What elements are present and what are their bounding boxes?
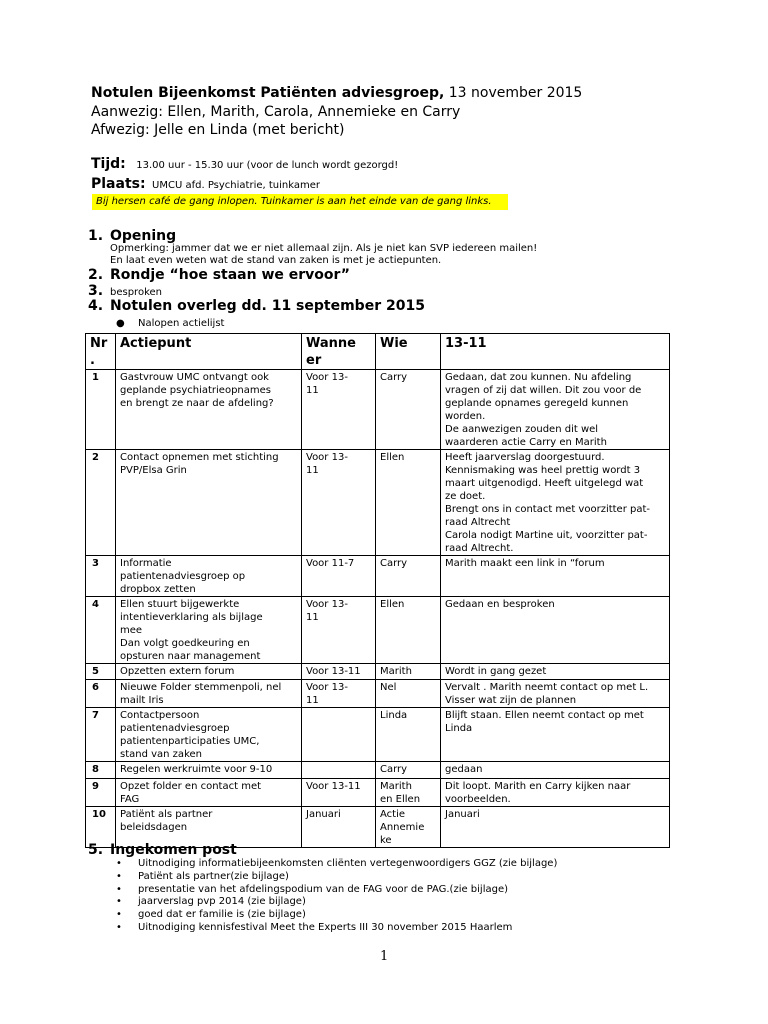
bullet-item — [116, 318, 416, 330]
cell-actiepunt: Ellen stuurt bijgewerkte intentieverklaring als bijlage mee Dan volgt goedkeuring en opsturen naar management — [116, 597, 302, 664]
cell-status: Wordt in gang gezet — [441, 664, 670, 680]
place-line — [91, 175, 320, 195]
header-wie: Wie — [376, 334, 441, 370]
time-value: 13.00 uur - 15.30 uur (voor de lunch wordt gezorgd! — [136, 160, 399, 171]
list-item: • Uitnodiging kennisfestival Meet the Experts III 30 november 2015 Haarlem — [116, 922, 513, 933]
cell-status: gedaan — [441, 762, 670, 779]
cell-wie: Carry — [376, 370, 441, 450]
bullet-icon: • — [116, 884, 122, 895]
bullet-icon: • — [116, 871, 122, 882]
cell-wie: Ellen — [376, 450, 441, 556]
table-row — [86, 762, 670, 779]
place-value: UMCU afd. Psychiatrie, tuinkamer — [152, 180, 320, 191]
table-row — [86, 664, 670, 680]
section-title: Rondje “hoe staan we ervoor” — [110, 267, 350, 283]
bullet-icon: • — [116, 896, 122, 907]
time-label: Tijd: — [91, 156, 126, 172]
cell-nr: 7 — [86, 708, 116, 762]
section-title: Notulen overleg dd. 11 september 2015 — [110, 298, 425, 314]
table-row — [86, 680, 670, 708]
cell-actiepunt: Nieuwe Folder stemmenpoli, nel mailt Iris — [116, 680, 302, 708]
header-date: 13-11 — [441, 334, 670, 370]
table-row — [86, 779, 670, 807]
section-text: besproken — [110, 287, 162, 298]
cell-nr: 1 — [86, 370, 116, 450]
bullet-text: Nalopen actielijst — [138, 318, 225, 329]
cell-actiepunt: Gastvrouw UMC ontvangt ook geplande psychiatrieopnames en brengt ze naar de afdeling? — [116, 370, 302, 450]
table-row — [86, 556, 670, 597]
bullet-icon: • — [116, 858, 122, 869]
table-row — [86, 597, 670, 664]
header-actiepunt: Actiepunt — [116, 334, 302, 370]
document-date: 13 november 2015 — [444, 85, 583, 101]
cell-wanneer: Voor 13- 11 — [302, 370, 376, 450]
cell-wanneer — [302, 762, 376, 779]
list-item: • presentatie van het afdelingspodium van de FAG voor de PAG.(zie bijlage) — [116, 884, 509, 895]
cell-actiepunt: Opzetten extern forum — [116, 664, 302, 680]
cell-wanneer — [302, 708, 376, 762]
list-item: • Patiënt als partner(zie bijlage) — [116, 871, 289, 882]
table-row — [86, 370, 670, 450]
cell-wanneer: Voor 13- 11 — [302, 597, 376, 664]
cell-wanneer: Voor 11-7 — [302, 556, 376, 597]
attendees-present: Aanwezig: Ellen, Marith, Carola, Annemieke en Carry — [91, 104, 461, 120]
cell-actiepunt: Contactpersoon patientenadviesgroep patientenparticipaties UMC, stand van zaken — [116, 708, 302, 762]
list-item: • Uitnodiging informatiebijeenkomsten cliënten vertegenwoordigers GGZ (zie bijlage) — [116, 858, 558, 869]
cell-wie: Carry — [376, 556, 441, 597]
section-number: 1. — [88, 228, 104, 244]
document-title-line — [91, 84, 582, 102]
cell-wie: Linda — [376, 708, 441, 762]
cell-nr: 5 — [86, 664, 116, 680]
cell-actiepunt: Contact opnemen met stichting PVP/Elsa Grin — [116, 450, 302, 556]
place-label: Plaats: — [91, 176, 146, 192]
section-number: 4. — [88, 298, 104, 314]
opening-remark: Opmerking: jammer dat we er niet allemaal zijn. Als je niet kan SVP iedereen mailen! — [110, 243, 538, 254]
cell-wanneer: Voor 13- 11 — [302, 680, 376, 708]
section-title: Ingekomen post — [110, 842, 237, 858]
cell-wie: Carry — [376, 762, 441, 779]
cell-wie: Marith — [376, 664, 441, 680]
cell-nr: 4 — [86, 597, 116, 664]
cell-nr: 9 — [86, 779, 116, 807]
cell-nr: 6 — [86, 680, 116, 708]
page-number: 1 — [380, 949, 389, 964]
attendees-absent: Afwezig: Jelle en Linda (met bericht) — [91, 122, 345, 138]
cell-actiepunt: Informatie patientenadviesgroep op dropbox zetten — [116, 556, 302, 597]
header-wanneer: Wanne er — [302, 334, 376, 370]
list-item: • goed dat er familie is (zie bijlage) — [116, 909, 306, 920]
cell-actiepunt: Patiënt als partner beleidsdagen — [116, 807, 302, 848]
table-row — [86, 450, 670, 556]
cell-status: Heeft jaarverslag doorgestuurd. Kennismaking was heel prettig wordt 3 maart uitgenodigd. Heeft uitgelegd wat ze doet. Brengt ons in contact met voorzitter pat- raad Altrecht Carola nodigt Martine uit, voorzitter pat- raad Altrecht. — [441, 450, 670, 556]
cell-nr: 10 — [86, 807, 116, 848]
bullet-icon: • — [116, 909, 122, 920]
cell-status: Dit loopt. Marith en Carry kijken naar voorbeelden. — [441, 779, 670, 807]
cell-wanneer: Voor 13-11 — [302, 779, 376, 807]
section-number: 2. — [88, 267, 104, 283]
section-incoming-mail — [88, 841, 488, 859]
header-nr: Nr . — [86, 334, 116, 370]
cell-wie: Actie Annemie ke — [376, 807, 441, 848]
cell-nr: 2 — [86, 450, 116, 556]
cell-nr: 8 — [86, 762, 116, 779]
cell-wanneer: Voor 13-11 — [302, 664, 376, 680]
cell-wanneer: Voor 13- 11 — [302, 450, 376, 556]
cell-status: Januari — [441, 807, 670, 848]
cell-wie: Ellen — [376, 597, 441, 664]
section-minutes — [88, 297, 488, 315]
cell-wie: Marith en Ellen — [376, 779, 441, 807]
list-item: • jaarverslag pvp 2014 (zie bijlage) — [116, 896, 306, 907]
cell-status: Vervalt . Marith neemt contact op met L. Visser wat zijn de plannen — [441, 680, 670, 708]
section-number: 5. — [88, 842, 104, 858]
highlighted-note: Bij hersen café de gang inlopen. Tuinkamer is aan het einde van de gang links. — [92, 194, 508, 210]
cell-status: Marith maakt een link in “forum — [441, 556, 670, 597]
cell-actiepunt: Opzet folder en contact met FAG — [116, 779, 302, 807]
time-line — [91, 155, 398, 175]
cell-status: Gedaan, dat zou kunnen. Nu afdeling vragen of zij dat willen. Dit zou voor de geplande opnames geregeld kunnen worden. De aanwezigen zouden dit wel waarderen actie Carry en Marith — [441, 370, 670, 450]
cell-nr: 3 — [86, 556, 116, 597]
document-title: Notulen Bijeenkomst Patiënten adviesgroep, — [91, 85, 445, 101]
cell-wanneer: Januari — [302, 807, 376, 848]
bullet-icon: • — [116, 922, 122, 933]
section-number: 3. — [88, 283, 104, 299]
bullet-icon: ● — [116, 318, 125, 329]
cell-actiepunt: Regelen werkruimte voor 9-10 — [116, 762, 302, 779]
cell-wie: Nel — [376, 680, 441, 708]
cell-status: Gedaan en besproken — [441, 597, 670, 664]
cell-status: Blijft staan. Ellen neemt contact op met Linda — [441, 708, 670, 762]
section-title: Opening — [110, 228, 177, 244]
action-table — [85, 333, 670, 848]
table-header-row — [86, 334, 670, 370]
opening-remark-2: En laat even weten wat de stand van zaken is met je actiepunten. — [110, 255, 442, 266]
table-row — [86, 708, 670, 762]
